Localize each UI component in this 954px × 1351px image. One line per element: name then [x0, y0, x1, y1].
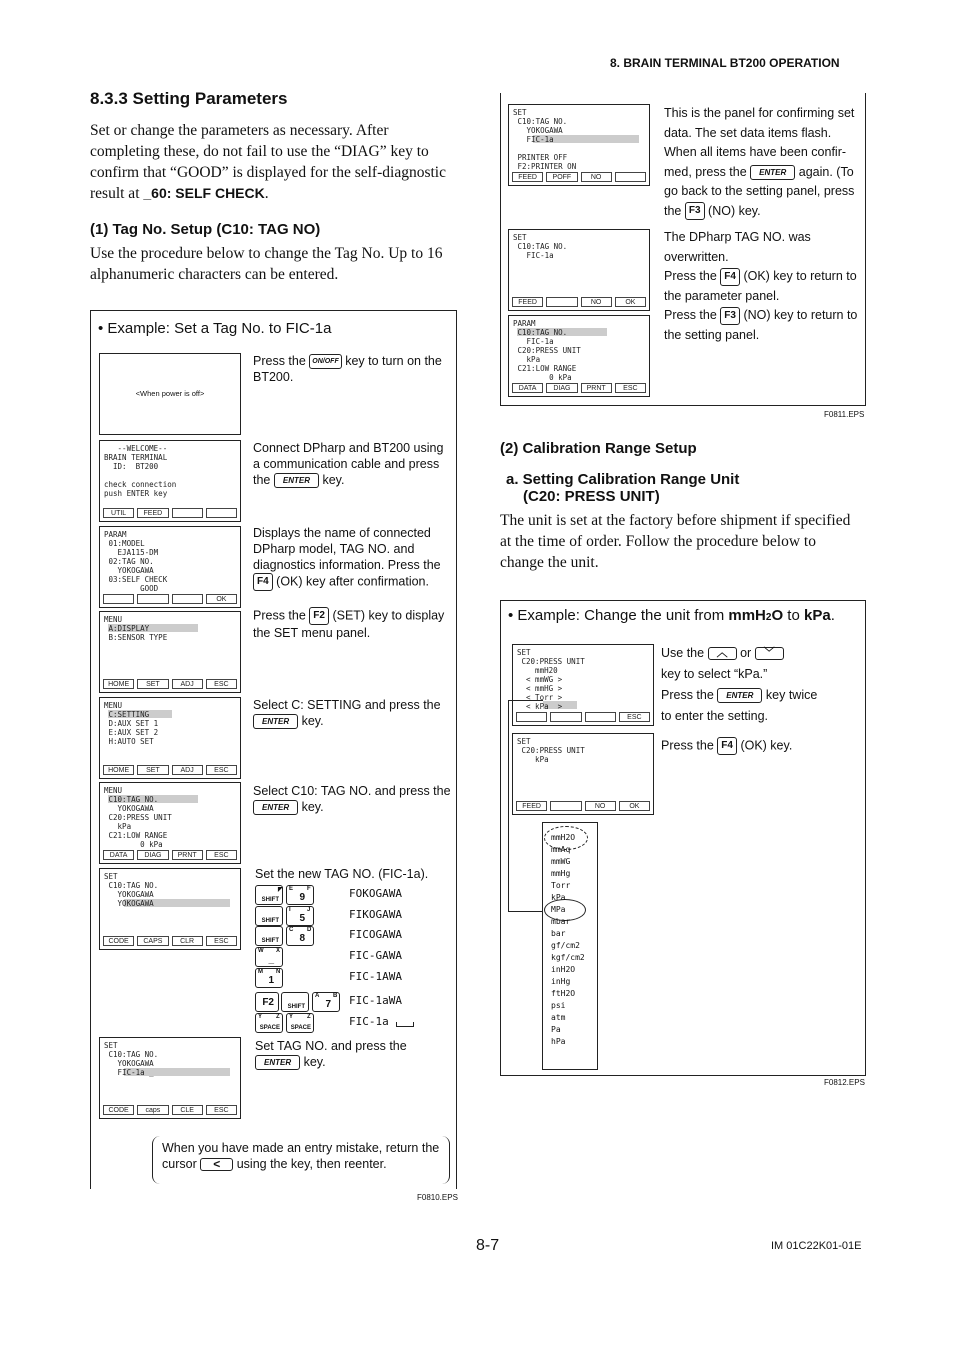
- lcd-menu-setting-text: MENU C:SETTING D:AUX SET 1 E:AUX SET 2 H:AUTO SET: [104, 701, 159, 746]
- softkey: [546, 297, 577, 307]
- unit-from-sub: 2: [765, 612, 772, 623]
- unit-item: inHg: [551, 977, 571, 986]
- space-label: SPACE: [290, 1025, 311, 1031]
- unit-period: .: [830, 607, 835, 624]
- softkeys: [103, 508, 237, 518]
- softkeys: [512, 383, 646, 393]
- unit-item: hPa: [551, 1037, 566, 1046]
- lcd-menu-tag: [99, 782, 241, 864]
- lcd-param-text: PARAM 01:MODEL EJA115-DM 02:TAG NO. YOKOGAWA 03:SELF CHECK GOOD: [104, 530, 168, 593]
- step8-text: Set TAG NO. and press the: [255, 1039, 407, 1053]
- softkey: FEED: [516, 801, 547, 811]
- softkey: FEED: [512, 172, 543, 182]
- key-letter: C: [289, 927, 294, 933]
- tag-entry-1: FOKOGAWA: [349, 887, 402, 900]
- f2-label: F2: [262, 997, 274, 1008]
- softkey: SET: [137, 679, 168, 689]
- calib-body: The unit is set at the factory before shipment if specified at the time of order. Follow the procedure below to change the unit.: [500, 512, 851, 571]
- key-digit: 8: [299, 933, 305, 944]
- step6-text: Select C10: TAG NO. and press the: [253, 784, 451, 798]
- use-text-a: Use the: [661, 646, 705, 660]
- softkey: [172, 594, 203, 604]
- softkey: ADJ: [172, 679, 203, 689]
- softkey: PRNT: [172, 850, 203, 860]
- unit-item: mmWG: [551, 857, 571, 866]
- softkey: [172, 508, 203, 518]
- softkey: PRNT: [581, 383, 612, 393]
- lcd-confirm-set: [508, 104, 650, 186]
- overwritten-description: [664, 228, 862, 345]
- softkey: SET: [137, 765, 168, 775]
- calib-sub-a: a. Setting Calibration Range Unit: [506, 471, 740, 488]
- softkey: DIAG: [137, 850, 168, 860]
- lcd-set-final: [99, 1037, 241, 1119]
- key-letter: X: [276, 948, 281, 954]
- use-text-b: key to select “kPa.”: [661, 667, 768, 681]
- unit-connector-line: [508, 700, 543, 912]
- key-digit: 7: [325, 999, 331, 1010]
- power-off-label: <When power is off>: [135, 389, 205, 398]
- f4-key: F4: [720, 268, 740, 286]
- shift-key-icon: [255, 906, 283, 926]
- softkey: ESC: [206, 1105, 237, 1115]
- softkey: FEED: [137, 508, 168, 518]
- f3-key: F3: [720, 307, 740, 325]
- softkey: ADJ: [172, 765, 203, 775]
- softkey: CLR: [172, 936, 203, 946]
- enter-key: ENTER: [253, 714, 298, 729]
- shift-label: SHIFT: [261, 897, 279, 903]
- step-select-tag: [253, 783, 451, 815]
- softkeys: [103, 594, 237, 604]
- intro-end: .: [264, 185, 269, 202]
- key-letter: M: [258, 969, 263, 975]
- intro-paragraph: [90, 120, 452, 204]
- ok-text-b: (OK) key.: [740, 738, 793, 753]
- overwritten-text-a: The DPharp TAG NO. was overwritten.: [664, 230, 811, 264]
- self-check-ref: _60: SELF CHECK: [143, 185, 265, 201]
- lcd-press-unit-text: SET C20:PRESS UNIT mmH20 < mmWG > < mmHG > < Torr > < kPa >: [517, 648, 585, 711]
- unit-item: bar: [551, 929, 566, 938]
- figure-label: F0810.EPS: [417, 1193, 458, 1202]
- step2-text: Connect DPharp and BT200 using a communication cable and press the: [253, 441, 444, 487]
- key-letter: Y: [258, 1014, 263, 1020]
- f2-key: F2: [309, 607, 329, 625]
- softkeys: [103, 1105, 237, 1115]
- tag-entry-4: FIC-GAWA: [349, 949, 402, 962]
- softkey: ESC: [206, 679, 237, 689]
- step-new-tag: Set the new TAG NO. (FIC-1a).: [255, 867, 429, 881]
- softkey: [615, 172, 646, 182]
- step-power-on: [253, 353, 448, 385]
- overwritten-text-e: (NO) key to return to the setting panel.: [664, 308, 858, 342]
- key-digit: 1: [268, 975, 274, 986]
- step8-text-b: key.: [303, 1055, 326, 1069]
- unit-item: kgf/cm2: [551, 953, 585, 962]
- key-letter: F: [307, 886, 311, 892]
- shift-key-icon: [255, 926, 283, 946]
- use-text-c: Press the: [661, 688, 714, 702]
- step-select-setting: [253, 697, 451, 729]
- calib-sub-b: (C20: PRESS UNIT): [523, 488, 660, 505]
- or-text: or: [740, 646, 752, 660]
- unit-item: atm: [551, 1013, 566, 1022]
- softkey: ESC: [206, 850, 237, 860]
- lcd-set-tag: [99, 868, 241, 950]
- space-key-icon: [255, 1013, 283, 1033]
- softkey: DATA: [103, 850, 134, 860]
- unit-item: mmH2O: [551, 833, 576, 842]
- lcd-param-updated-text: PARAM C10:TAG NO. FIC-1a C20:PRESS UNIT kPa C21:LOW RANGE 0 kPa: [513, 319, 581, 382]
- on-off-key: ON/OFF: [309, 354, 341, 369]
- step2-text-b: key.: [322, 473, 345, 487]
- softkey: ESC: [619, 712, 650, 722]
- unit-from-end: O: [771, 607, 784, 624]
- softkey: UTIL: [103, 508, 134, 518]
- softkeys: [512, 172, 646, 182]
- softkey: OK: [619, 801, 650, 811]
- key-letter: Y: [289, 1014, 294, 1020]
- section-title: 8.3.3 Setting Parameters: [90, 89, 288, 108]
- lcd-menu-setting: [99, 697, 241, 779]
- softkey: NO: [581, 172, 612, 182]
- step6-text-b: key.: [301, 800, 324, 814]
- unit-item: mmAq: [551, 845, 571, 854]
- tag-entry-2: FIKOGAWA: [349, 908, 402, 921]
- enter-key: ENTER: [274, 473, 319, 488]
- softkey: POFF: [546, 172, 577, 182]
- confirm-text-a: This is the panel for confirming set data. The set data items flash. When all items have been confir-med, press the: [664, 106, 855, 179]
- lcd-overwritten-text: SET C10:TAG NO. FIC-1a: [513, 233, 568, 260]
- space-marker: [396, 1022, 414, 1027]
- tag-setup-title: (1) Tag No. Setup (C10: TAG NO): [90, 221, 321, 238]
- chapter-header: 8. BRAIN TERMINAL BT200 OPERATION: [610, 56, 840, 70]
- key-letter: N: [276, 969, 281, 975]
- key-1-icon: [255, 968, 283, 988]
- step1-text-b: key to turn on the BT200.: [253, 354, 442, 385]
- step-connect: [253, 440, 451, 488]
- down-arrow-key-icon: ﹀: [755, 647, 784, 660]
- unit-item: mmHg: [551, 869, 571, 878]
- lcd-set-final-text: SET C10:TAG NO. YOKOGAWA FIC-1a _: [104, 1041, 159, 1077]
- softkey: HOME: [103, 765, 134, 775]
- step-set-menu: [253, 607, 451, 641]
- lcd-param-updated: [508, 315, 650, 397]
- softkey: [137, 594, 168, 604]
- key-dash-icon: [255, 947, 283, 967]
- f4-key: F4: [717, 737, 737, 755]
- lcd-welcome-text: --WELCOME-- BRAIN TERMINAL ID: BT200 check connection push ENTER key: [104, 444, 177, 498]
- unit-select-description: [661, 643, 861, 727]
- shift-label: SHIFT: [287, 1004, 305, 1010]
- softkeys: [103, 765, 237, 775]
- key-letter: W: [258, 948, 264, 954]
- softkeys: [103, 679, 237, 689]
- unit-item: psi: [551, 1001, 566, 1010]
- key-8-icon: [286, 926, 314, 946]
- softkey: [550, 712, 581, 722]
- step5-text-b: key.: [301, 714, 324, 728]
- softkey: ESC: [206, 765, 237, 775]
- lcd-overwritten: [508, 229, 650, 311]
- shift-key-icon: [281, 992, 309, 1012]
- key-9-icon: [286, 885, 314, 905]
- softkey: OK: [206, 594, 237, 604]
- softkey: NO: [581, 297, 612, 307]
- confirm-text-c: (NO) key.: [708, 203, 761, 218]
- unit-item: Torr: [551, 881, 571, 890]
- softkey: [550, 801, 581, 811]
- tag-entry-6: FIC-1aWA: [349, 994, 402, 1007]
- lcd-press-unit-set-text: SET C20:PRESS UNIT kPa: [517, 737, 585, 764]
- up-arrow-key-icon: ︿: [708, 647, 737, 660]
- enter-key: ENTER: [253, 800, 298, 815]
- space-label: SPACE: [259, 1025, 280, 1031]
- step5-text: Select C: SETTING and press the: [253, 698, 441, 712]
- lcd-param: [99, 526, 241, 608]
- unit-item: gf/cm2: [551, 941, 580, 950]
- key-letter: Z: [307, 1014, 311, 1020]
- key-letter: J: [307, 907, 311, 913]
- confirm-description: [664, 104, 862, 221]
- use-text-e: to enter the setting.: [661, 709, 769, 723]
- unit-to-text: to: [783, 607, 804, 624]
- softkey: CLE: [172, 1105, 203, 1115]
- lcd-menu-display: [99, 611, 241, 693]
- left-arrow-key-icon: <: [200, 1158, 233, 1171]
- shift-label: SHIFT: [261, 938, 279, 944]
- unit-item: Pa: [551, 1025, 561, 1034]
- lcd-menu-tag-text: MENU C10:TAG NO. YOKOGAWA C20:PRESS UNIT kPa C21:LOW RANGE 0 kPa: [104, 786, 172, 849]
- softkeys: [512, 297, 646, 307]
- step4-text-b: (SET) key to display the SET menu panel.: [253, 608, 445, 640]
- tag-entry-7: FIC-1a: [349, 1015, 389, 1028]
- f3-key: F3: [685, 202, 705, 220]
- unit-example-text: • Example: Change the unit from: [508, 607, 729, 624]
- softkey: HOME: [103, 679, 134, 689]
- tag-entry-3: FICOGAWA: [349, 928, 402, 941]
- unit-example-title: [508, 607, 835, 624]
- softkey: ESC: [615, 383, 646, 393]
- key-5-icon: [286, 906, 314, 926]
- figure-label: F0812.EPS: [824, 1078, 865, 1087]
- lcd-confirm-text: SET C10:TAG NO. YOKOGAWA FIC-1a PRINTER OFF F2:PRINTER ON: [513, 108, 577, 171]
- softkey: [585, 712, 616, 722]
- key-digit: 5: [299, 913, 305, 924]
- enter-key: ENTER: [255, 1055, 300, 1070]
- tag-setup-body: Use the procedure below to change the Tag No. Up to 16 alphanumeric characters can be entered.: [90, 245, 443, 283]
- unit-item: mbar: [551, 917, 571, 926]
- key-letter: I: [289, 907, 291, 913]
- unit-to: kPa: [803, 607, 831, 624]
- unit-item: ftH2O: [551, 989, 576, 998]
- unit-item: inH2O: [551, 965, 576, 974]
- softkey: FEED: [512, 297, 543, 307]
- unit-from: mmH: [728, 607, 766, 624]
- softkey: CODE: [103, 936, 134, 946]
- unit-item: MPa: [551, 905, 566, 914]
- softkeys: [103, 850, 237, 860]
- enter-key: ENTER: [750, 165, 795, 180]
- mistake-text-b: using the key, then reenter.: [236, 1157, 387, 1171]
- softkey: ESC: [206, 936, 237, 946]
- tag-example-title: • Example: Set a Tag No. to FIC-1a: [98, 320, 332, 337]
- step3-text-b: (OK) key after confirmation.: [276, 574, 429, 589]
- softkeys: [103, 936, 237, 946]
- unit-ok-description: [661, 737, 861, 755]
- confirm-text-b: again. (To go back to the setting panel, press the: [664, 164, 855, 218]
- key-letter: A: [315, 993, 320, 999]
- enter-key: ENTER: [717, 688, 762, 703]
- figure-label: F0811.EPS: [824, 410, 865, 419]
- mistake-note: [162, 1140, 447, 1172]
- key-digit: _: [268, 954, 274, 965]
- space-key-icon: [286, 1013, 314, 1033]
- step-set-enter: [255, 1038, 445, 1070]
- step-display-info: [253, 525, 451, 591]
- softkey: CODE: [103, 1105, 134, 1115]
- unit-list: [551, 832, 585, 1048]
- shift-label: SHIFT: [261, 918, 279, 924]
- use-text-d: key twice: [765, 688, 818, 702]
- ok-text-a: Press the: [661, 738, 714, 753]
- shift-key-icon: SHIFT ◤: [255, 885, 283, 905]
- overwritten-text-b: Press the: [664, 269, 717, 283]
- softkey: caps: [137, 1105, 168, 1115]
- mistake-text-a: When you have made an entry mistake, return the cursor: [162, 1141, 440, 1171]
- tag-entry-5: FIC-1AWA: [349, 970, 402, 983]
- lcd-menu-text: MENU A:DISPLAY B:SENSOR TYPE: [104, 615, 168, 642]
- softkey: CAPS: [137, 936, 168, 946]
- lcd-set-tag-text: SET C10:TAG NO. YOKOGAWA YOKOGAWA: [104, 872, 159, 908]
- softkey: DIAG: [546, 383, 577, 393]
- intro-text: Set or change the parameters as necessary. After completing these, do not fail to use the “DIAG” key to confirm that “GOOD” is displayed for the self-diagnostic result at: [90, 122, 446, 202]
- overwritten-text-c: (OK) key to return to the parameter panel.: [664, 269, 857, 303]
- f2-key-icon: [255, 992, 279, 1012]
- f4-key: F4: [253, 573, 273, 591]
- step4-text: Press the: [253, 608, 306, 623]
- softkey: [206, 508, 237, 518]
- softkey: NO: [585, 801, 616, 811]
- key-letter: B: [333, 993, 338, 999]
- calib-title: (2) Calibration Range Setup: [500, 440, 697, 457]
- step1-text: Press the: [253, 354, 306, 368]
- key-letter: E: [289, 886, 294, 892]
- step3-text: Displays the name of connected DPharp model, TAG NO. and diagnostics information. Press the: [253, 526, 441, 572]
- softkey: OK: [615, 297, 646, 307]
- key-letter: D: [307, 927, 312, 933]
- page-number: 8-7: [476, 1237, 500, 1254]
- overwritten-text-d: Press the: [664, 308, 717, 322]
- key-letter: Z: [276, 1014, 280, 1020]
- softkey: DATA: [512, 383, 543, 393]
- key-7-icon: [312, 992, 340, 1012]
- lcd-welcome: [99, 440, 241, 522]
- softkey: [103, 594, 134, 604]
- lcd-power-off: [99, 353, 241, 435]
- key-digit: 9: [299, 892, 305, 903]
- unit-item: kPa: [551, 893, 566, 902]
- doc-number: IM 01C22K01-01E: [771, 1240, 862, 1252]
